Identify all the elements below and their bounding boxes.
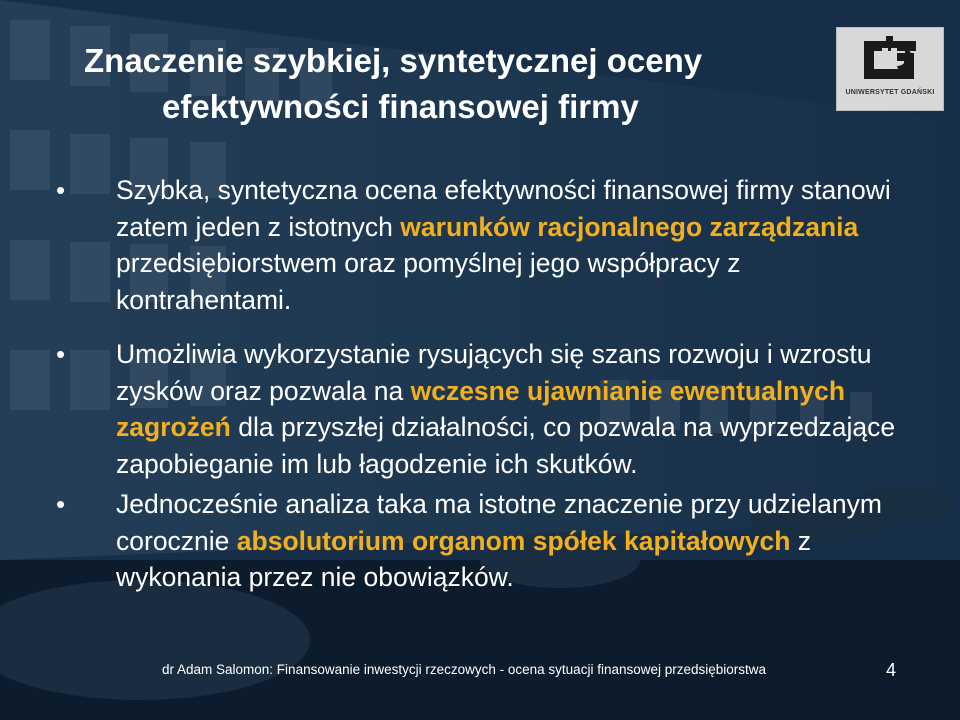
title-line-1: Znaczenie szybkiej, syntetycznej oceny (84, 42, 703, 79)
bullet-highlight: wczesne ujawnianie ewentualnych zagrożeń (116, 375, 846, 442)
bullet-icon: • (56, 339, 66, 369)
bullet-icon: • (56, 175, 66, 205)
bullet-item (56, 336, 916, 482)
bullet-text: Umożliwia wykorzystanie rysujących się szans rozwoju i wzrostu zysków oraz pozwala na (116, 339, 872, 406)
bullet-highlight: absolutorium organom spółek kapitałowych (236, 525, 791, 556)
bullet-text: przedsiębiorstwem oraz pomyślnej jego współpracy z kontrahentami. (116, 248, 741, 315)
bullet-item (56, 486, 916, 596)
logo-text: UNIWERSYTET GDAŃSKI (845, 89, 935, 96)
ug-emblem-icon (837, 28, 943, 110)
page-number: 4 (886, 660, 897, 680)
bullet-text: dla przyszłej działalności, co pozwala na wyprzedzające zapobieganie im lub łagodzenie ich skutków. (116, 412, 896, 479)
bullet-list (56, 172, 916, 596)
bullet-text: z wykonania przez nie obowiązków. (116, 525, 812, 592)
bullet-icon: • (56, 489, 66, 519)
title-line-2: efektywności finansowej firmy (162, 88, 639, 125)
bullet-highlight: warunków racjonalnego zarządzania (400, 211, 859, 242)
slide-footer: dr Adam Salomon: Finansowanie inwestycji rzeczowych - ocena sytuacji finansowej przedsiębiorstwa (162, 662, 767, 677)
university-logo (836, 27, 944, 111)
bullet-text: Szybka, syntetyczna ocena efektywności finansowej firmy stanowi zatem jeden z istotnych (116, 175, 891, 242)
slide-title (84, 38, 784, 130)
bullet-text: Jednocześnie analiza taka ma istotne znaczenie przy udzielanym corocznie (116, 489, 882, 556)
bullet-item (56, 172, 916, 318)
